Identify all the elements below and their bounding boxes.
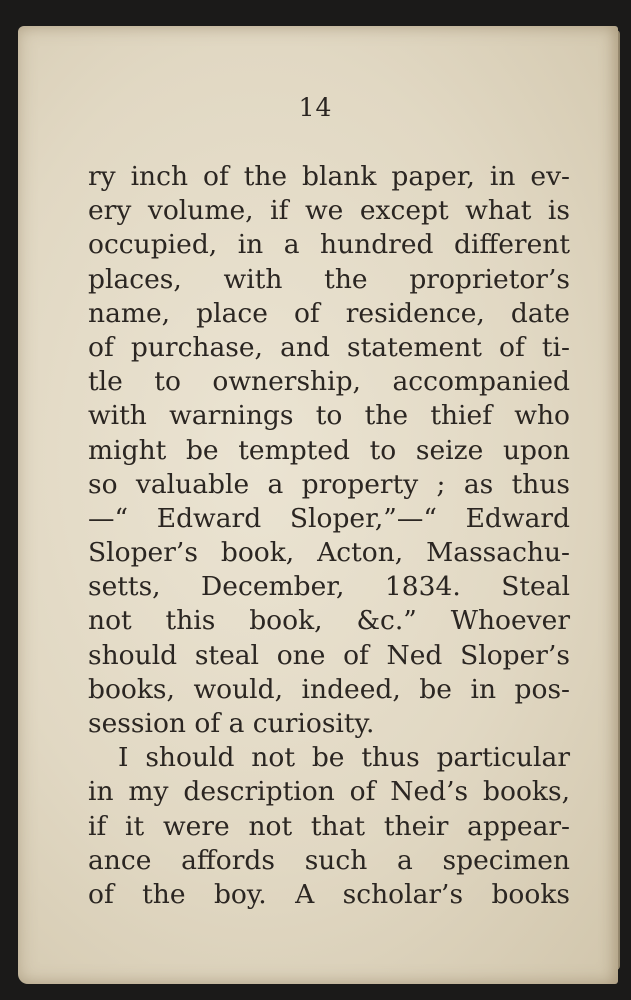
text-line: in my description of Ned’s books, bbox=[88, 776, 570, 808]
text-line: of purchase, and statement of ti- bbox=[88, 331, 570, 363]
text-line: of the boy. A scholar’s books bbox=[88, 878, 570, 910]
body-text bbox=[88, 160, 570, 912]
text-line: setts, December, 1834. Steal bbox=[88, 571, 570, 603]
text-line: tle to ownership, accompanied bbox=[88, 366, 570, 398]
paragraph-start-line: I should not be thus particular bbox=[118, 742, 570, 774]
text-line: might be tempted to seize upon bbox=[88, 434, 570, 466]
text-line: occupied, in a hundred different bbox=[88, 229, 570, 261]
text-line: books, would, indeed, be in pos- bbox=[88, 673, 570, 705]
text-line: Sloper’s book, Acton, Massachu- bbox=[88, 537, 570, 569]
text-line: ery volume, if we except what is bbox=[88, 195, 570, 227]
text-line: with warnings to the thief who bbox=[88, 400, 570, 432]
text-line: —“ Edward Sloper,”—“ Edward bbox=[88, 502, 570, 534]
text-line: name, place of residence, date bbox=[88, 297, 570, 329]
page-number: 14 bbox=[298, 93, 333, 122]
text-line: if it were not that their appear- bbox=[88, 810, 570, 842]
text-line: places, with the proprietor’s bbox=[88, 263, 570, 295]
text-line: should steal one of Ned Sloper’s bbox=[88, 639, 570, 671]
text-line: ance affords such a specimen bbox=[88, 844, 570, 876]
text-line: ry inch of the blank paper, in ev- bbox=[88, 161, 570, 192]
text-line: not this book, &c.” Whoever bbox=[88, 605, 570, 637]
paragraph-end-line: session of a curiosity. bbox=[88, 708, 375, 739]
text-line: so valuable a property ; as thus bbox=[88, 468, 570, 500]
